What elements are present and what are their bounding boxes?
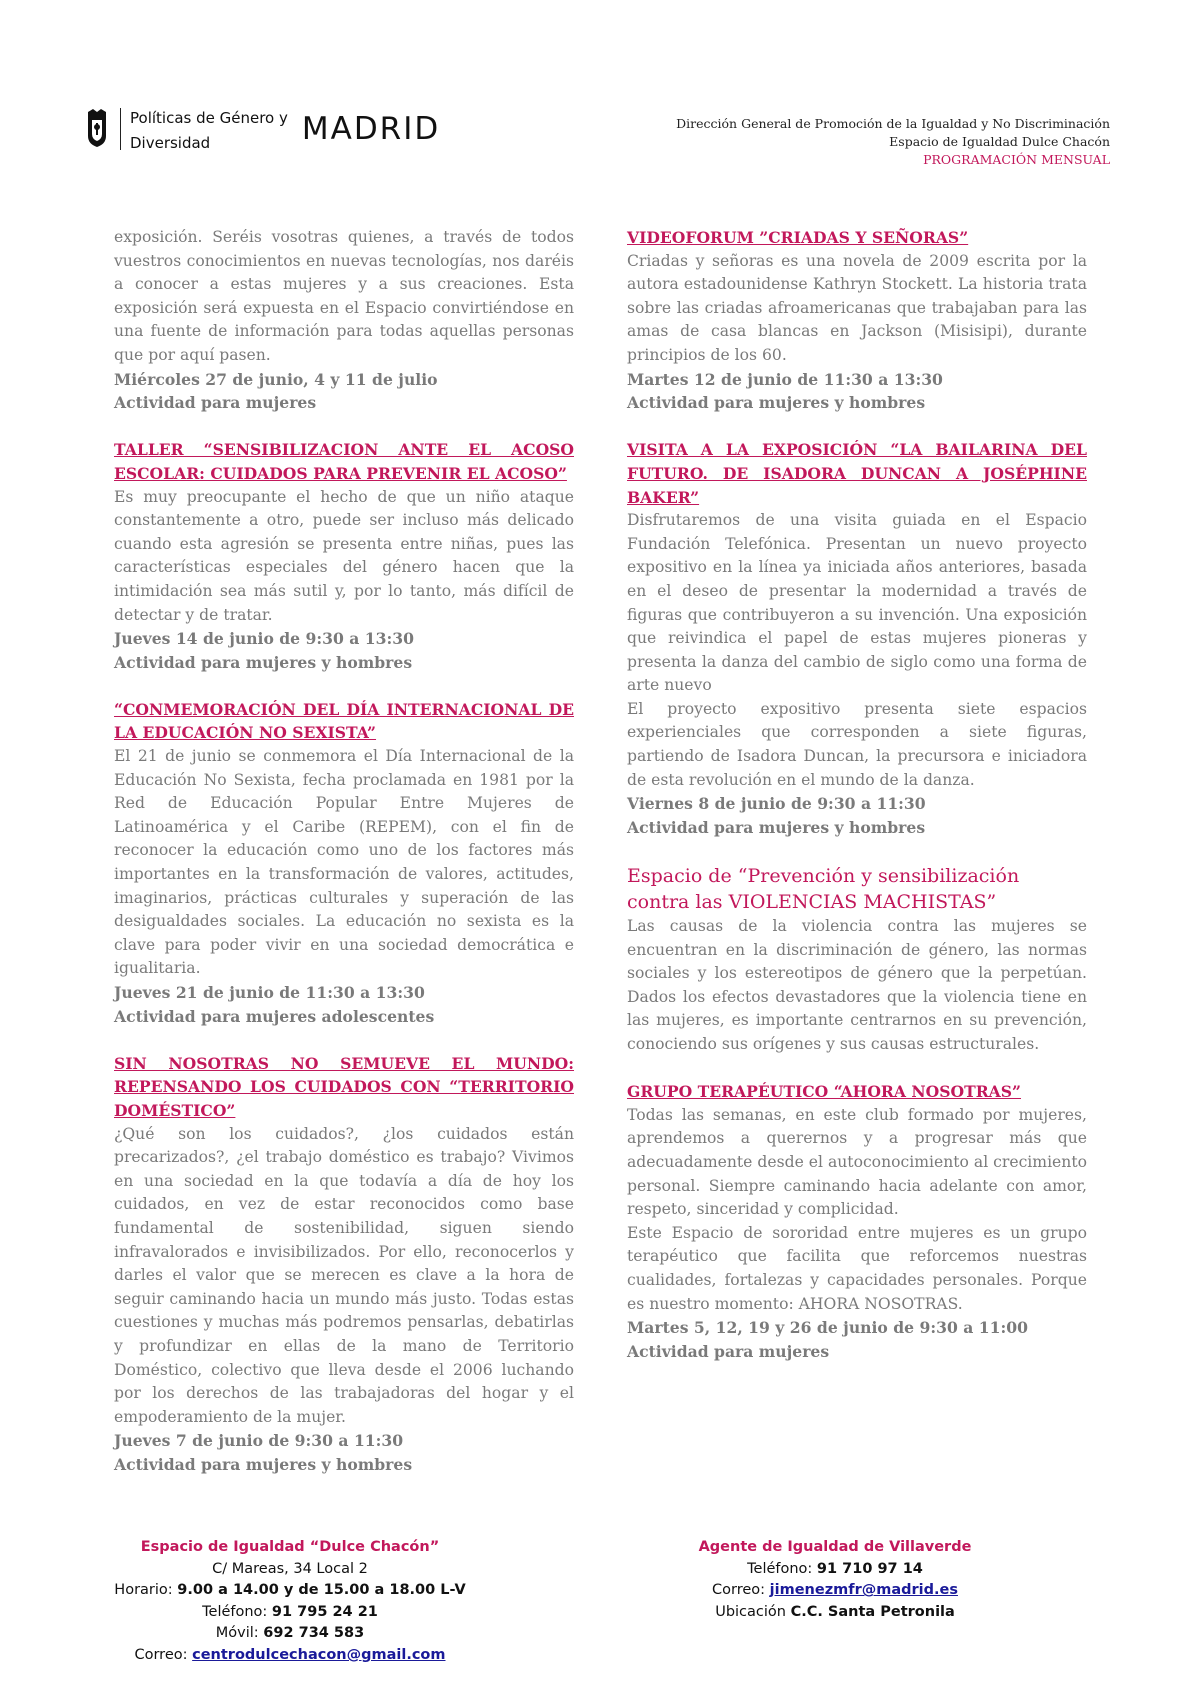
logo xyxy=(86,106,440,152)
footer-right-phone: Teléfono: 91 710 97 14 xyxy=(747,1560,923,1577)
right-column xyxy=(627,226,1087,1363)
space-name: Espacio de Igualdad Dulce Chacón xyxy=(889,134,1110,149)
conmemoracion-date: Jueves 21 de junio de 11:30 a 13:30 xyxy=(114,983,425,1002)
intro-date: Miércoles 27 de junio, 4 y 11 de julio xyxy=(114,369,438,389)
taller-audience: Actividad para mujeres y hombres xyxy=(114,652,413,672)
logo-divider xyxy=(120,108,121,150)
espacio-violencias-text: Las causas de la violencia contra las mujeres se encuentran en la discriminación de género, las normas sociales y los estereotipos de género que la perpetúan. Dados los efectos devastadores que la violencia tiene en las mujeres, es importante centrarnos en su prevención, conociendo sus orígenes y sus causas estructurales. xyxy=(627,917,1087,1053)
intro-audience: Actividad para mujeres xyxy=(114,393,317,413)
directorate-name: Dirección General de Promoción de la Igualdad y No Discriminación xyxy=(676,116,1110,131)
left-column xyxy=(114,226,574,1476)
department-line-2: Diversidad xyxy=(130,134,211,152)
sin-nosotras-title: SIN NOSOTRAS NO SEMUEVE EL MUNDO: REPENSANDO LOS CUIDADOS CON “TERRITORIO DOMÉSTICO” xyxy=(114,1053,574,1120)
footer-left xyxy=(110,1537,470,1667)
taller-title: TALLER “SENSIBILIZACION ANTE EL ACOSO ESCOLAR: CUIDADOS PARA PREVENIR EL ACOSO” xyxy=(114,440,574,483)
visita-text-1: Disfrutaremos de una visita guiada en el Espacio Fundación Telefónica. Presentan un nuevo proyecto expositivo en la línea ya iniciada años anteriores, basada en el deseo de presentar la modernidad a través de figuras que contribuyeron a su invención. Una exposición que reivindica el papel de estas mujeres pioneras y presenta la danza del cambio de siglo como una forma de arte nuevo xyxy=(627,511,1087,695)
footer-address: C/ Mareas, 34 Local 2 xyxy=(212,1560,368,1577)
videoforum-title: VIDEOFORUM ”CRIADAS Y SEÑORAS” xyxy=(627,228,969,247)
espacio-violencias-title: Espacio de “Prevención y sensibilización contra las VIOLENCIAS MACHISTAS” xyxy=(627,865,1020,914)
footer-right xyxy=(650,1537,1020,1623)
visita-audience: Actividad para mujeres y hombres xyxy=(627,817,926,837)
sin-nosotras-text: ¿Qué son los cuidados?, ¿los cuidados están precarizados?, ¿el trabajo doméstico es trabajo? Vivimos en una sociedad en la que todavía a día de hoy los cuidados, en vez de estar reconocidos como base fundamental de sostenibilidad, siguen siendo infravalorados e invisibilizados. Por ello, reconocerlos y darles el valor que se merecen es clave a la hora de seguir caminando hacia un mundo más justo. Todas estas cuestiones y muchas más podremos pensarlas, debatirlas y profundizar en ellas de la mano de Territorio Doméstico, colectivo que lleva desde el 2006 luchando por los derechos de las trabajadoras del hogar y el empoderamiento de la mujer. xyxy=(114,1124,574,1426)
madrid-crest-icon xyxy=(86,108,108,148)
header-info xyxy=(676,115,1110,169)
grupo-terapeutico-date: Martes 5, 12, 19 y 26 de junio de 9:30 a 11:00 xyxy=(627,1318,1028,1338)
footer-right-email-link[interactable]: jimenezmfr@madrid.es xyxy=(769,1582,958,1599)
conmemoracion-text: El 21 de junio se conmemora el Día Internacional de la Educación No Sexista, fecha proclamada en 1981 por la Red de Educación Popular Entre Mujeres de Latinoamérica y el Caribe (REPEM), con el fin de reconocer la educación como uno de los factores más importantes en la transformación de valores, actitudes, imaginarios, prácticas culturales y superación de las desigualdades sociales. La educación no sexista es la clave para poder vivir en una sociedad democrática e igualitaria. xyxy=(114,747,574,978)
videoforum-audience: Actividad para mujeres y hombres xyxy=(627,393,926,413)
programme-label: PROGRAMACIÓN MENSUAL xyxy=(923,152,1110,167)
footer-phone: Teléfono: 91 795 24 21 xyxy=(202,1603,378,1620)
taller-date: Jueves 14 de junio de 9:30 a 13:30 xyxy=(114,629,414,649)
intro-text: exposición. Seréis vosotras quienes, a través de todos vuestros conocimientos en nuevas tecnologías, nos daréis a conocer a estas mujeres y a sus creaciones. Esta exposición será expuesta en el Espacio convirtiéndose en una fuente de información para todas aquellas personas que por aquí pasen. xyxy=(114,228,574,364)
footer-mobile: Móvil: 692 734 583 xyxy=(215,1625,365,1642)
visita-title: VISITA A LA EXPOSICIÓN “LA BAILARINA DEL FUTURO. DE ISADORA DUNCAN A JOSÉPHINE BAKER” xyxy=(627,440,1087,507)
footer-right-email: Correo: jimenezmfr@madrid.es xyxy=(712,1582,958,1599)
department-line-1: Políticas de Género y xyxy=(130,109,288,127)
footer-right-heading: Agente de Igualdad de Villaverde xyxy=(698,1539,972,1555)
conmemoracion-audience: Actividad para mujeres adolescentes xyxy=(114,1006,435,1026)
footer-left-email-link[interactable]: centrodulcechacon@gmail.com xyxy=(192,1646,446,1663)
department-name xyxy=(130,106,288,152)
sin-nosotras-audience: Actividad para mujeres y hombres xyxy=(114,1454,413,1474)
conmemoracion-title: “CONMEMORACIÓN DEL DÍA INTERNACIONAL DE LA EDUCACIÓN NO SEXISTA” xyxy=(114,699,574,743)
visita-text-2: El proyecto expositivo presenta siete espacios experienciales que corresponden a siete figuras, partiendo de Isadora Duncan, la precursora e iniciadora de esta revolución en el mundo de la danza. xyxy=(627,699,1087,789)
footer-left-heading: Espacio de Igualdad “Dulce Chacón” xyxy=(140,1539,440,1555)
city-wordmark: MADRID xyxy=(301,111,441,147)
taller-text: Es muy preocupante el hecho de que un niño ataque constantemente a otro, puede ser incluso más delicado cuando esta agresión se presenta entre niñas, pues las características especiales del género hacen que la intimidación sea más sutil y, por lo tanto, más difícil de detectar y de tratar. xyxy=(114,487,574,624)
footer-right-location: Ubicación C.C. Santa Petronila xyxy=(715,1603,955,1620)
grupo-terapeutico-text-1: Todas las semanas, en este club formado por mujeres, aprendemos a querernos y a progresar más que adecuadamente desde el autoconocimiento al crecimiento personal. Siempre caminando hacia adelante con amor, respeto, sinceridad y complicidad. xyxy=(627,1105,1087,1219)
grupo-terapeutico-title: GRUPO TERAPÉUTICO “AHORA NOSOTRAS” xyxy=(627,1082,1021,1102)
visita-date: Viernes 8 de junio de 9:30 a 11:30 xyxy=(627,794,926,814)
grupo-terapeutico-audience: Actividad para mujeres xyxy=(627,1341,830,1361)
grupo-terapeutico-text-2: Este Espacio de sororidad entre mujeres es un grupo terapéutico que facilita que reforcemos nuestras cualidades, fortalezas y capacidades personales. Porque es nuestro momento: AHORA NOSOTRAS. xyxy=(627,1223,1087,1313)
footer-hours: Horario: 9.00 a 14.00 y de 15.00 a 18.00 L-V xyxy=(114,1582,466,1599)
footer-email: Correo: centrodulcechacon@gmail.com xyxy=(134,1646,446,1663)
sin-nosotras-date: Jueves 7 de junio de 9:30 a 11:30 xyxy=(114,1431,404,1451)
videoforum-text: Criadas y señoras es una novela de 2009 escrita por la autora estadounidense Kathryn Stockett. La historia trata sobre las criadas afroamericanas que trabajaban para las amas de casa blancas en Jackson (Misisipi), durante principios de los 60. xyxy=(627,251,1087,364)
videoforum-date: Martes 12 de junio de 11:30 a 13:30 xyxy=(627,369,943,389)
